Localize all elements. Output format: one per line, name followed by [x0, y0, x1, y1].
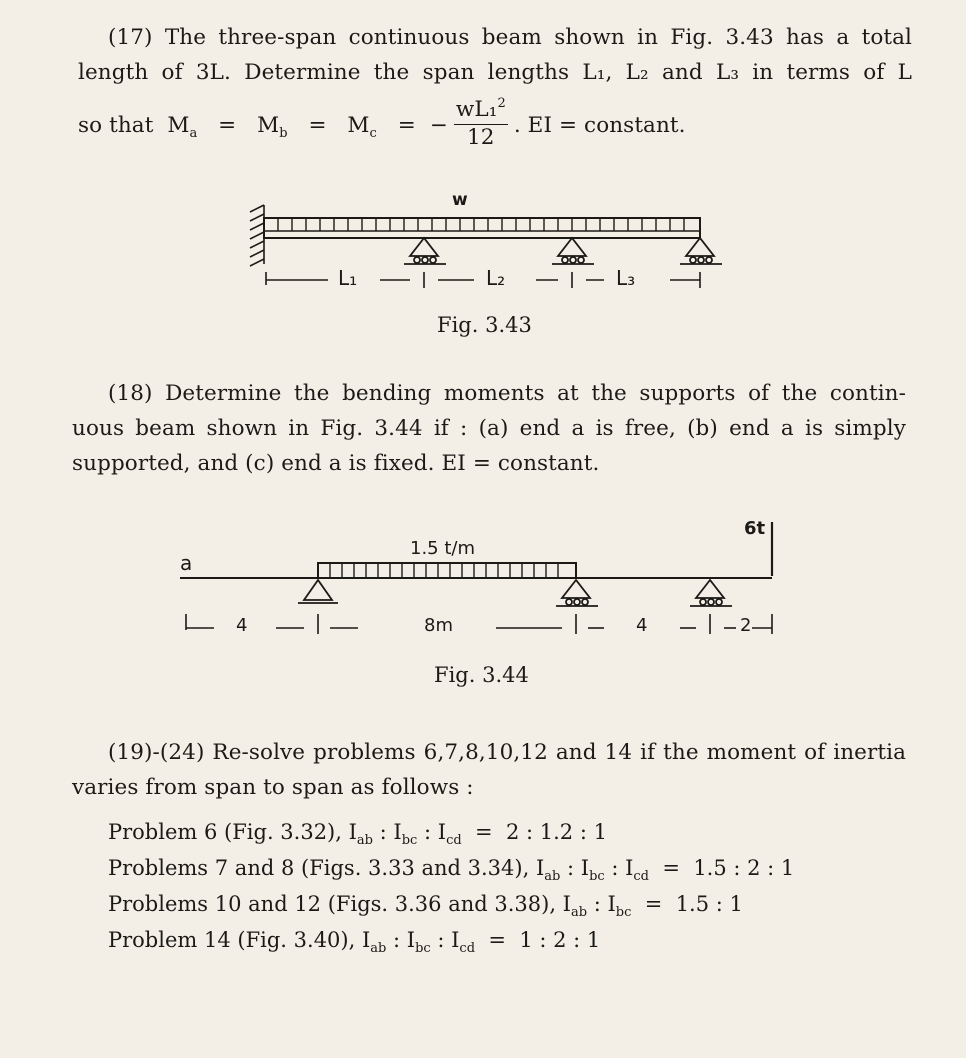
fig-3-44-dim-3: 4	[636, 615, 648, 636]
fig-3-44-point-load: 6t	[744, 518, 766, 539]
fig-3-44-caption: Fig. 3.44	[434, 663, 529, 687]
problem-18-line-3: supported, and (c) end a is fixed. EI = constant.	[72, 451, 600, 476]
support-b-343	[404, 238, 446, 264]
problem-19-24	[72, 735, 906, 805]
fixed-wall	[250, 205, 264, 266]
problem-19-line-1: (19)-(24) Re-solve problems 6,7,8,10,12 and 14 if the moment of inertia	[108, 740, 906, 765]
dimension-lines-344	[186, 614, 772, 634]
beam-343	[264, 218, 700, 238]
fraction: $\frac{wL_1^2}{12}$	[455, 95, 506, 150]
problem-18-line-2: uous beam shown in Fig. 3.44 if : (a) end a is free, (b) end a is simply	[72, 416, 906, 441]
problem-18	[72, 376, 906, 481]
problem-17-equation: so that $M_a$ = $M_b$ = $M_c$ = − $\frac{wL_1^2}{12}$ . EI = constant.	[78, 95, 686, 150]
equation-tail: . EI = constant.	[513, 113, 686, 138]
moment-c: $M_c$	[347, 113, 377, 141]
support-d-344	[690, 580, 732, 606]
fig-3-43-span-2: L₂	[486, 266, 506, 290]
equation-prefix: so that	[78, 113, 154, 138]
fig-3-43-span-3: L₃	[616, 266, 636, 290]
problem-19-line-2: varies from span to span as follows :	[72, 775, 474, 800]
moment-b: $M_b$	[257, 113, 288, 141]
fig-3-43-span-1: L₁	[338, 266, 358, 290]
support-c-343	[552, 238, 594, 264]
problem-17	[78, 20, 912, 90]
problem-17-line-1: (17) The three-span continuous beam shown in Fig. 3.43 has a total	[108, 25, 912, 50]
fig-3-44-dim-4: 2	[740, 615, 752, 636]
support-d-343	[680, 238, 722, 264]
list-item-problem-14: Problem 14 (Fig. 3.40), $I_{ab}$ : $I_{bc}$ : $I_{cd} = 1$ : 2 : 1	[108, 928, 601, 956]
list-item-problem-6: Problem 6 (Fig. 3.32), $I_{ab}$ : $I_{bc}$ : $I_{cd} = 2$ : 1.2 : 1	[108, 820, 607, 848]
moment-a: $M_a$	[167, 113, 198, 141]
fig-3-43-caption: Fig. 3.43	[437, 313, 532, 337]
inertia-ratio-list	[108, 814, 794, 958]
support-c-344	[556, 580, 598, 606]
fig-3-44-dim-2: 8m	[424, 615, 453, 636]
fig-3-44-dim-1: 4	[236, 615, 248, 636]
list-item-problems-10-12: Problems 10 and 12 (Figs. 3.36 and 3.38), $I_{ab}$ : $I_{bc} = 1.5$ : 1	[108, 892, 743, 920]
support-b-344	[298, 580, 338, 603]
beam-344	[180, 563, 772, 578]
fig-3-44-load-label: 1.5 t/m	[410, 538, 476, 559]
problem-17-line-2: length of 3L. Determine the span lengths L₁, L₂ and L₃ in terms of L	[78, 60, 912, 85]
problem-18-line-1: (18) Determine the bending moments at the supports of the contin-	[108, 381, 906, 406]
fig-3-44-end-a: a	[180, 551, 193, 575]
udl-ticks-344	[330, 563, 558, 578]
list-item-problems-7-8: Problems 7 and 8 (Figs. 3.33 and 3.34), $I_{ab}$ : $I_{bc}$ : $I_{cd} = 1.5$ : 2 : 1	[108, 856, 795, 884]
fig-3-43-load-label: w	[452, 190, 468, 210]
udl-ticks-343	[278, 218, 684, 231]
